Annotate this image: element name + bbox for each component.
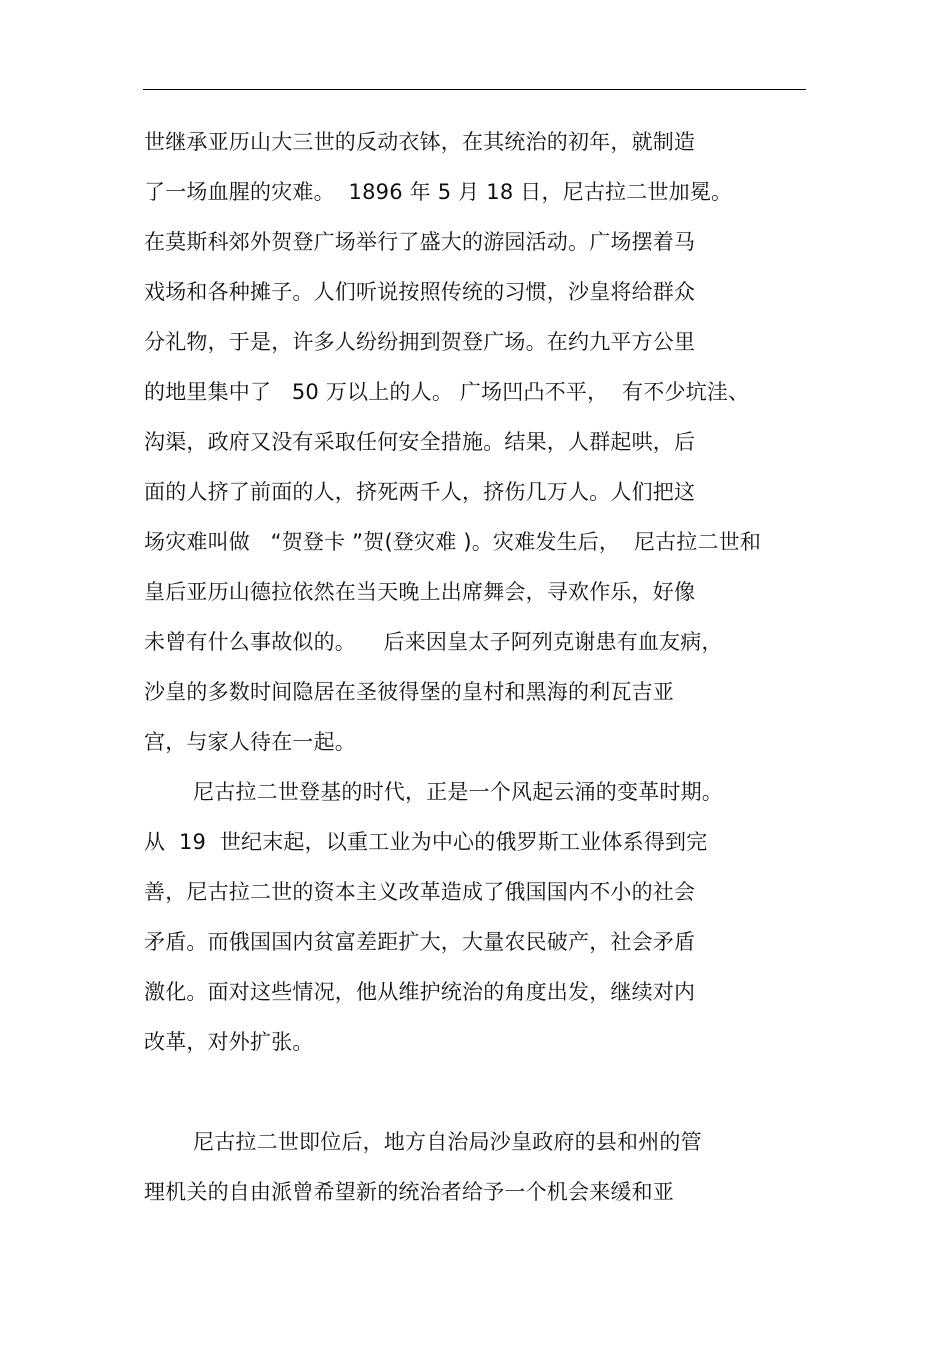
header-rule (143, 89, 806, 90)
paragraph-1-line-11: 未曾有什么事故似的。 后来因皇太子阿列克谢患有血友病， (144, 630, 723, 654)
paragraph-1-line-12: 沙皇的多数时间隐居在圣彼得堡的皇村和黑海的利瓦吉亚 (144, 680, 674, 704)
paragraph-1-line-4: 戏场和各种摊子。人们听说按照传统的习惯，沙皇将给群众 (144, 280, 696, 304)
paragraph-1-line-5: 分礼物，于是，许多人纷纷拥到贺登广场。在约九平方公里 (144, 330, 696, 354)
paragraph-2-line-3: 善，尼古拉二世的资本主义改革造成了俄国国内不小的社会 (144, 880, 696, 904)
paragraph-1-line-3: 在莫斯科郊外贺登广场举行了盛大的游园活动。广场摆着马 (144, 230, 696, 254)
paragraph-3-line-1: 尼古拉二世即位后，地方自治局沙皇政府的县和州的管 (193, 1130, 702, 1154)
paragraph-1-line-1: 世继承亚历山大三世的反动衣钵，在其统治的初年，就制造 (144, 130, 696, 154)
paragraph-2-line-2: 从 19 世纪末起，以重工业为中心的俄罗斯工业体系得到完 (144, 830, 708, 854)
paragraph-1-line-8: 面的人挤了前面的人，挤死两千人，挤伤几万人。人们把这 (144, 480, 696, 504)
paragraph-1-line-13: 宫，与家人待在一起。 (144, 730, 356, 754)
paragraph-1-line-7: 沟渠，政府又没有采取任何安全措施。结果，人群起哄，后 (144, 430, 696, 454)
paragraph-1-line-2: 了一场血腥的灾难。 1896 年 5 月 18 日，尼古拉二世加冕。 (144, 180, 733, 204)
paragraph-1-line-10: 皇后亚历山德拉依然在当天晚上出席舞会，寻欢作乐，好像 (144, 580, 696, 604)
paragraph-2-line-4: 矛盾。而俄国国内贫富差距扩大，大量农民破产，社会矛盾 (144, 930, 696, 954)
paragraph-1-line-9: 场灾难叫做 “贺登卡 ”贺(登灾难 )。灾难发生后， 尼古拉二世和 (144, 530, 762, 554)
paragraph-3-line-2: 理机关的自由派曾希望新的统治者给予一个机会来缓和亚 (144, 1180, 674, 1204)
paragraph-2-line-6: 改革，对外扩张。 (144, 1030, 314, 1054)
paragraph-1-line-6: 的地里集中了 50 万以上的人。 广场凹凸不平， 有不少坑洼、 (144, 380, 750, 404)
paragraph-2-line-5: 激化。面对这些情况，他从维护统治的角度出发，继续对内 (144, 980, 696, 1004)
paragraph-2-line-1: 尼古拉二世登基的时代，正是一个风起云涌的变革时期。 (193, 780, 723, 804)
